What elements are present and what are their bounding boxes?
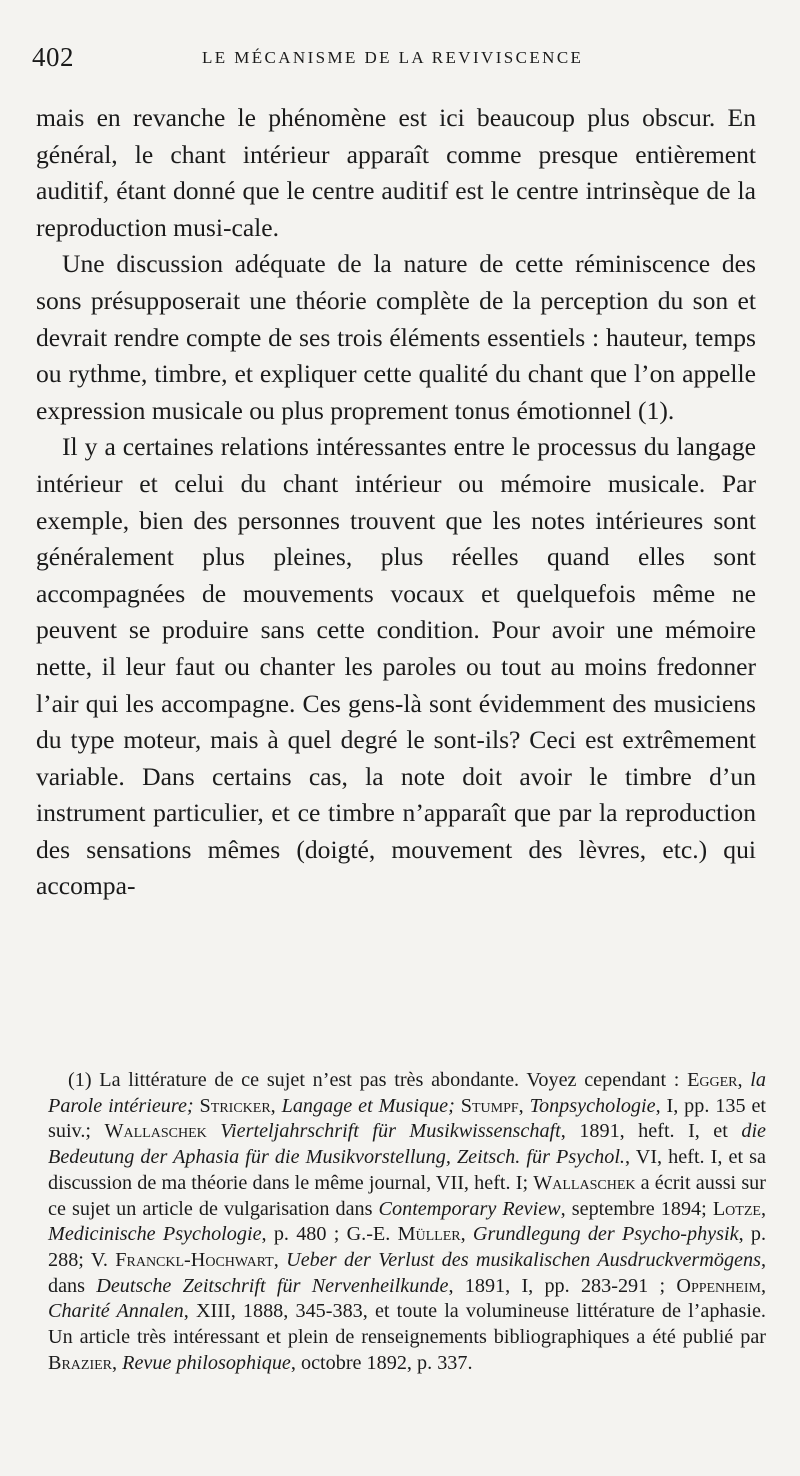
work-title: die Bedeutung der Aphasia für die Musikvorstellung, Zeitsch. für Psychol. (48, 1120, 767, 1169)
running-title: LE MÉCANISME DE LA REVIVISCENCE (202, 48, 584, 67)
footnote-text: a écrit aussi sur ce sujet un article de vulgarisation dans (48, 1171, 766, 1220)
author-name: Müller (397, 1223, 461, 1246)
work-title: Ueber der Verlust des musikalischen Ausdruckvermögens (286, 1248, 761, 1271)
author-name: Oppenheim (676, 1274, 761, 1297)
footnote-text: , (460, 1223, 473, 1246)
footnote-text: , XIII, 1888, 345-383, et toute la volumineuse littérature de l’aphasie. Un article très intéressant et plein de renseignements bibliographiques a été publié par (48, 1300, 766, 1349)
paragraph: Il y a certaines relations intéressantes entre le processus du langage intérieur et celui du chant intérieur ou mémoire musicale. Par exemple, bien des personnes trouvent que les notes intérieures sont généralement plus pleines, plus réelles quand elles sont accompagnées de mouvements vocaux et quelquefois même ne peuvent se produire sans cette condition. Pour avoir une mémoire nette, il leur faut ou chanter les paroles ou tout au moins fredonner l’air qui les accompagne. Ces gens-là sont évidemment des musiciens du type moteur, mais à quel degré le sont-ils? Ceci est extrêmement variable. Dans certains cas, la note doit avoir le timbre d’un instrument particulier, et ce timbre n’apparaît que par la reproduction des sensations mêmes (doigté, mouvement des lèvres, etc.) qui accompa- (36, 432, 756, 901)
footnote-text: , (112, 1351, 123, 1374)
footnote-text: , dans (48, 1248, 767, 1297)
footnote-text: , I, pp. 135 et suiv.; (48, 1094, 767, 1143)
footnote-text: , octobre 1892, p. 337. (290, 1351, 473, 1374)
footnote-text: , (760, 1197, 766, 1220)
author-name: Egger (687, 1069, 738, 1091)
work-title: Tonpsychologie (529, 1094, 656, 1117)
author-name: Wallaschek (104, 1120, 207, 1143)
author-name: Franckl-Hochwart (115, 1248, 274, 1271)
author-name: Brazier (48, 1351, 113, 1374)
footnote-text: , (760, 1274, 766, 1297)
paragraph: Une discussion adéquate de la nature de cette réminiscence des sons présupposerait une théorie complète de la perception du son et devrait rendre compte de ses trois éléments essentiels : hauteur, temps ou rythme, timbre, et expliquer cette qualité du chant que l’on appelle expression musicale ou plus proprement tonus émotionnel (1). (36, 249, 756, 425)
footnote-text: , VI, heft. I, et sa discussion de ma théorie dans le même journal, VII, heft. I; (48, 1146, 766, 1194)
footnote-text: , (273, 1248, 287, 1271)
footnote-text: (1) La littérature de ce sujet n’est pas très abondante. Voyez cependant : (68, 1069, 688, 1091)
footnote-text: , (270, 1094, 282, 1117)
author-name: Wallaschek (533, 1171, 636, 1194)
footnote-text: , (518, 1094, 530, 1117)
running-head (32, 42, 780, 76)
footnote (48, 1068, 766, 1376)
author-name: Lotze (712, 1197, 761, 1220)
footnote-text: , 1891, I, pp. 283-291 ; (448, 1274, 677, 1297)
footnote-text: , 1891, heft. I, et (560, 1120, 742, 1143)
footnote-text: , p. 288; V. (48, 1223, 767, 1271)
body-text (36, 100, 756, 905)
work-title: Deutsche Zeitschrift für Nervenheilkunde (96, 1274, 449, 1297)
footnote-text (207, 1120, 220, 1142)
paragraph: mais en revanche le phénomène est ici beaucoup plus obscur. En général, le chant intérieur apparaît comme presque entièrement auditif, étant donné que le centre auditif est le centre intrinsèque de la reproduction musi-cale. (36, 103, 756, 242)
footnote-text: , p. 480 ; G.-E. (261, 1223, 398, 1246)
work-title: Grundlegung der Psycho-physik (472, 1223, 739, 1246)
footnote-text: , (737, 1069, 751, 1091)
work-title: Charité Annalen (48, 1300, 184, 1323)
work-title: Revue philosophique (122, 1351, 291, 1374)
footnote-text: , septembre 1894; (560, 1197, 713, 1220)
work-title: Contemporary Review (378, 1197, 561, 1220)
footnote-area (48, 1068, 766, 1376)
work-title: la Parole intérieure; (48, 1069, 766, 1117)
author-name: Stricker (199, 1094, 271, 1117)
work-title: Langage et Musique; (281, 1094, 455, 1117)
work-title: Vierteljahrschrift für Musikwissenschaft (220, 1120, 561, 1143)
author-name: Stumpf (460, 1094, 519, 1117)
work-title: Medicinische Psychologie (48, 1223, 262, 1246)
page-number: 402 (32, 42, 74, 72)
